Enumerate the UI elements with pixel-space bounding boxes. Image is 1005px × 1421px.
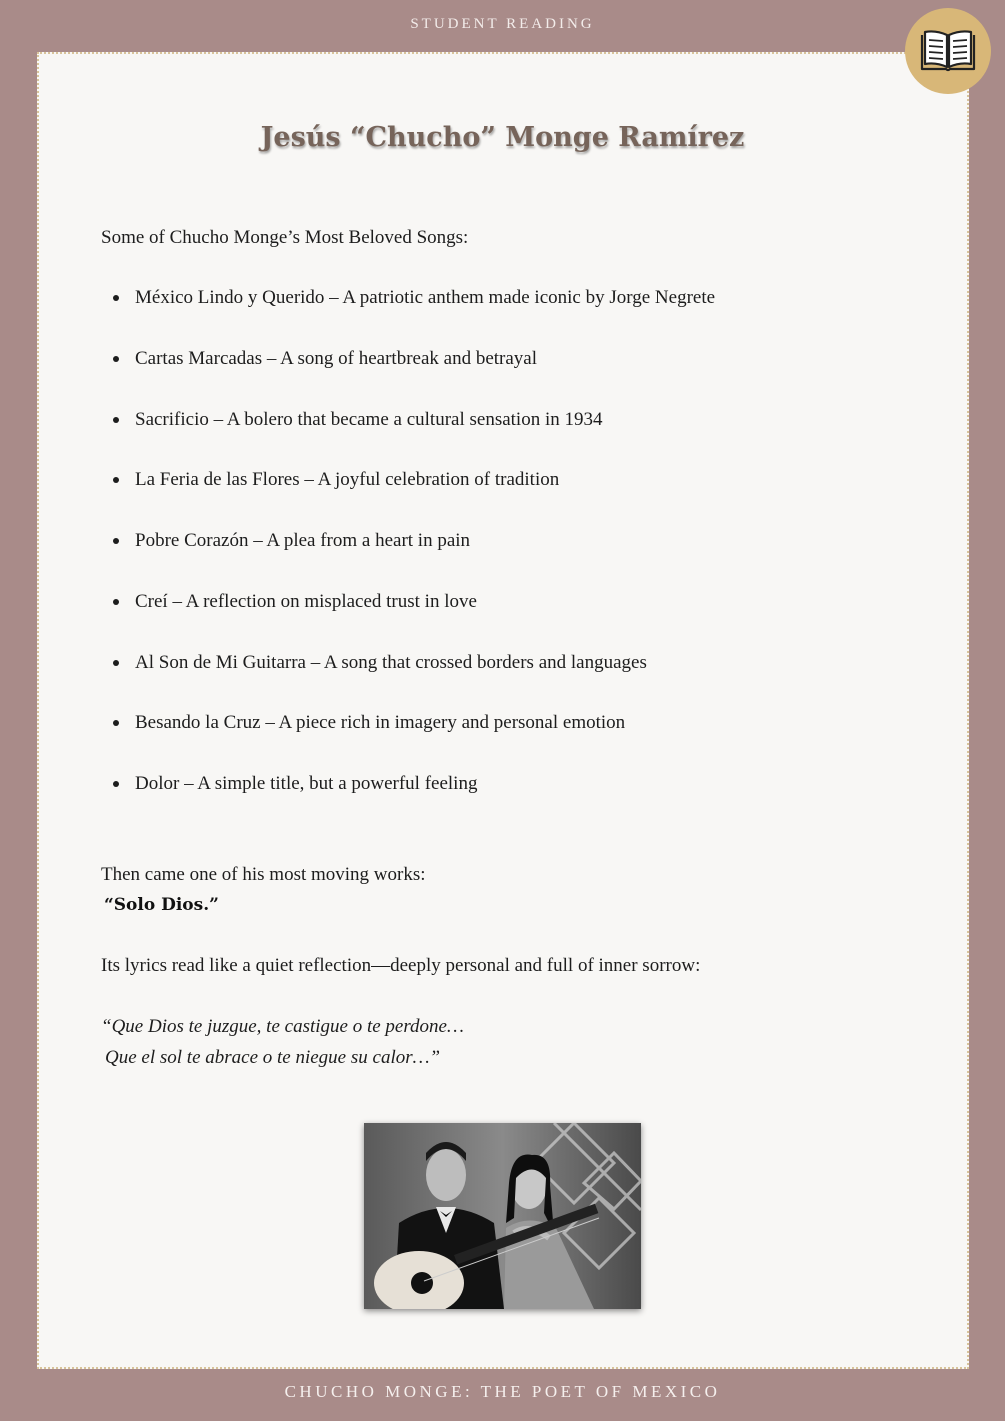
book-badge — [905, 8, 991, 94]
list-item — [101, 287, 715, 348]
header-label: STUDENT READING — [410, 16, 595, 32]
bullet — [113, 295, 119, 301]
list-item — [101, 409, 715, 470]
bullet — [113, 356, 119, 362]
open-book-icon — [918, 27, 978, 75]
bullet — [113, 599, 119, 605]
song-text: Dolor – A simple title, but a powerful feeling — [135, 773, 478, 794]
song-text: Cartas Marcadas – A song of heartbreak and betrayal — [135, 347, 538, 369]
photo-illustration — [364, 1123, 641, 1309]
bullet — [113, 538, 119, 544]
song-text: Pobre Corazón – A plea from a heart in pain — [135, 530, 471, 551]
historic-photo — [364, 1123, 641, 1309]
song-list — [101, 287, 715, 834]
quote-line: “Que Dios te juzgue, te castigue o te perdone… — [101, 1016, 464, 1037]
highlight-title: “Solo Dios.” — [104, 895, 219, 915]
then-text: Then came one of his most moving works: — [101, 864, 426, 885]
list-item — [101, 712, 715, 773]
list-item — [101, 773, 715, 834]
bullet — [113, 781, 119, 787]
song-text: Sacrificio – A bolero that became a cultural sensation in 1934 — [135, 408, 603, 430]
bullet — [113, 720, 119, 726]
bullet — [113, 477, 119, 483]
song-text: Creí – A reflection on misplaced trust in love — [135, 590, 477, 612]
song-text: México Lindo y Querido – A patriotic anthem made iconic by Jorge Negrete — [135, 287, 716, 308]
song-text: La Feria de las Flores – A joyful celebration of tradition — [135, 469, 560, 491]
song-text: Besando la Cruz – A piece rich in imagery and personal emotion — [135, 712, 626, 734]
list-item — [101, 348, 715, 409]
footer-label: CHUCHO MONGE: THE POET OF MEXICO — [284, 1382, 721, 1401]
bullet — [113, 660, 119, 666]
songs-intro: Some of Chucho Monge’s Most Beloved Songs: — [101, 227, 469, 248]
list-item — [101, 591, 715, 652]
list-item — [101, 469, 715, 530]
page-title: Jesús “Chucho” Monge Ramírez — [260, 122, 745, 153]
list-item — [101, 652, 715, 713]
song-text: Al Son de Mi Guitarra – A song that crossed borders and languages — [135, 651, 647, 673]
list-item — [101, 530, 715, 591]
lyrics-intro: Its lyrics read like a quiet reflection—deeply personal and full of inner sorrow: — [101, 955, 701, 976]
quote-line: Que el sol te abrace o te niegue su calor…” — [105, 1047, 441, 1068]
bullet — [113, 417, 119, 423]
